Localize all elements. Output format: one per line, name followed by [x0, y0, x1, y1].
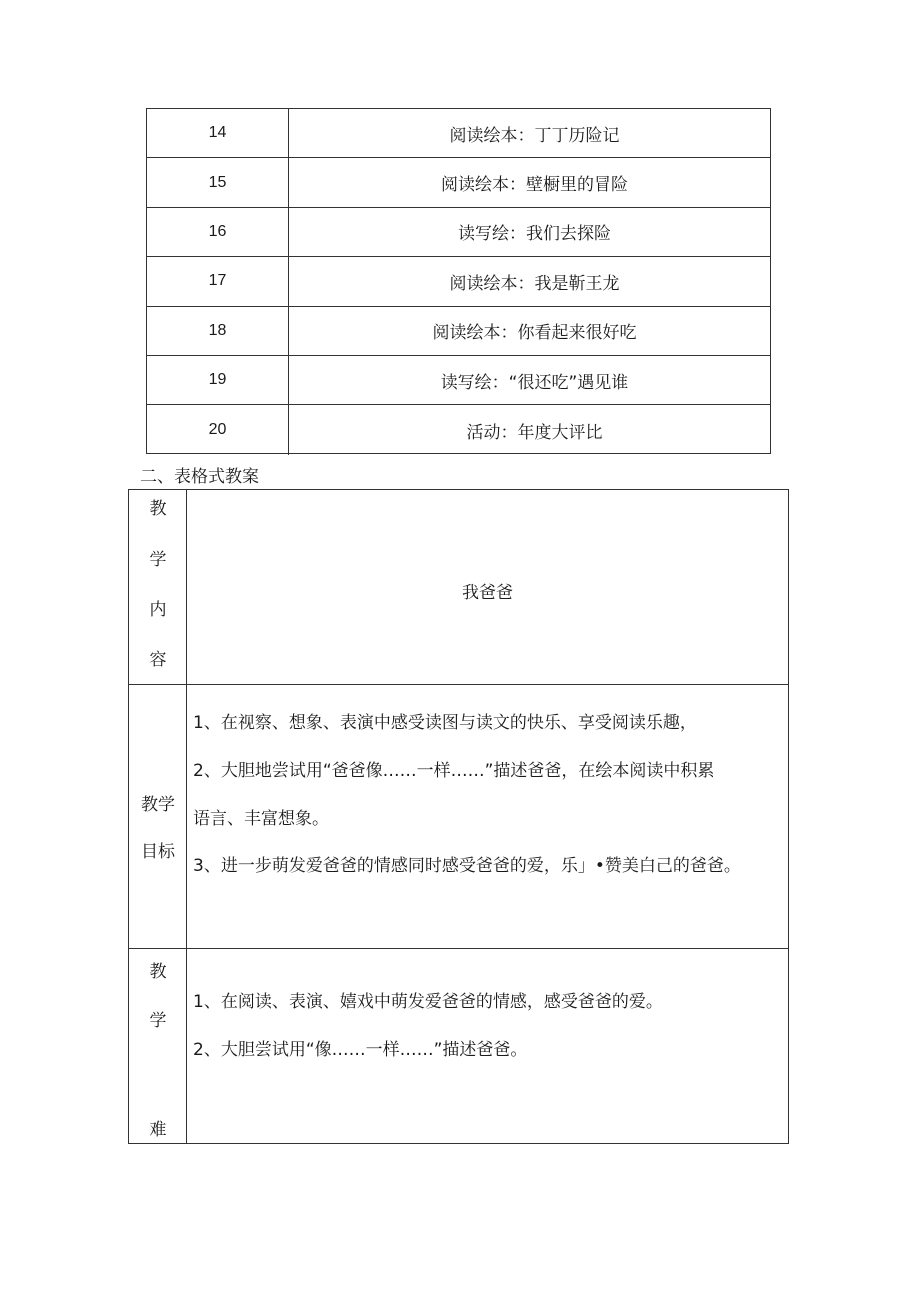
difficulty-cell — [187, 949, 788, 1143]
row-number: 17 — [147, 257, 289, 305]
row-number: 15 — [147, 158, 289, 206]
lesson-plan-table — [128, 489, 789, 1144]
section-heading: 二、表格式教案 — [140, 467, 259, 487]
difficulty-line: 2、大胆尝试用“像……一样……”描述爸爸。 — [193, 1040, 528, 1060]
row-title: 阅读绘本：壁橱里的冒险 — [441, 175, 628, 196]
goals-label — [129, 685, 187, 948]
row-number: 14 — [147, 109, 289, 157]
row-title: 阅读绘本：我是靳王龙 — [449, 273, 620, 294]
row-number: 20 — [147, 405, 289, 454]
table-row — [147, 109, 770, 158]
goals-cell — [187, 685, 788, 948]
label-char: 容 — [149, 650, 167, 670]
row-number: 18 — [147, 307, 289, 355]
difficulty-line: 1、在阅读、表演、嬉戏中萌发爱爸爸的情感，感受爸爸的爱。 — [193, 992, 663, 1012]
label-char: 学 — [149, 550, 167, 570]
row-title: 阅读绘本：你看起来很好吃 — [432, 323, 637, 344]
label-char: 学 — [149, 1011, 167, 1031]
table-row — [147, 257, 770, 306]
table-row — [147, 307, 770, 356]
label-char: 目标 — [141, 842, 175, 862]
row-title: 阅读绘本：丁丁历险记 — [449, 125, 620, 146]
label-char: 教学 — [141, 795, 175, 815]
difficulty-label — [129, 949, 187, 1143]
content-cell — [187, 490, 788, 684]
label-char: 教 — [149, 962, 167, 982]
goal-line: 3、进一步萌发爱爸爸的情感同时感受爸爸的爱，乐」•赞美白己的爸爸。 — [193, 856, 741, 876]
row-title: 读写绘：“很还吃”遇见谁 — [440, 372, 629, 393]
goal-line: 1、在视察、想象、表演中感受读图与读文的快乐、享受阅读乐趣， — [193, 713, 697, 733]
goal-line: 语言、丰富想象。 — [193, 809, 329, 829]
row-number: 16 — [147, 208, 289, 256]
label-char: 教 — [149, 499, 167, 519]
lesson-title: 我爸爸 — [462, 583, 513, 603]
row-title: 读写绘：我们去探险 — [458, 224, 611, 245]
goals-row — [129, 685, 788, 949]
table-row — [147, 356, 770, 405]
content-row — [129, 490, 788, 685]
row-number: 19 — [147, 356, 289, 404]
content-label — [129, 490, 187, 684]
label-char: 内 — [149, 600, 167, 620]
table-row — [147, 208, 770, 257]
table-row — [147, 158, 770, 207]
schedule-table — [146, 108, 771, 454]
row-title: 活动：年度大评比 — [466, 422, 603, 443]
goal-line: 2、大胆地尝试用“爸爸像……一样……”描述爸爸，在绘本阅读中积累 — [193, 761, 715, 781]
table-row — [147, 405, 770, 454]
difficulty-row — [129, 949, 788, 1143]
label-char: 难 — [149, 1120, 167, 1140]
